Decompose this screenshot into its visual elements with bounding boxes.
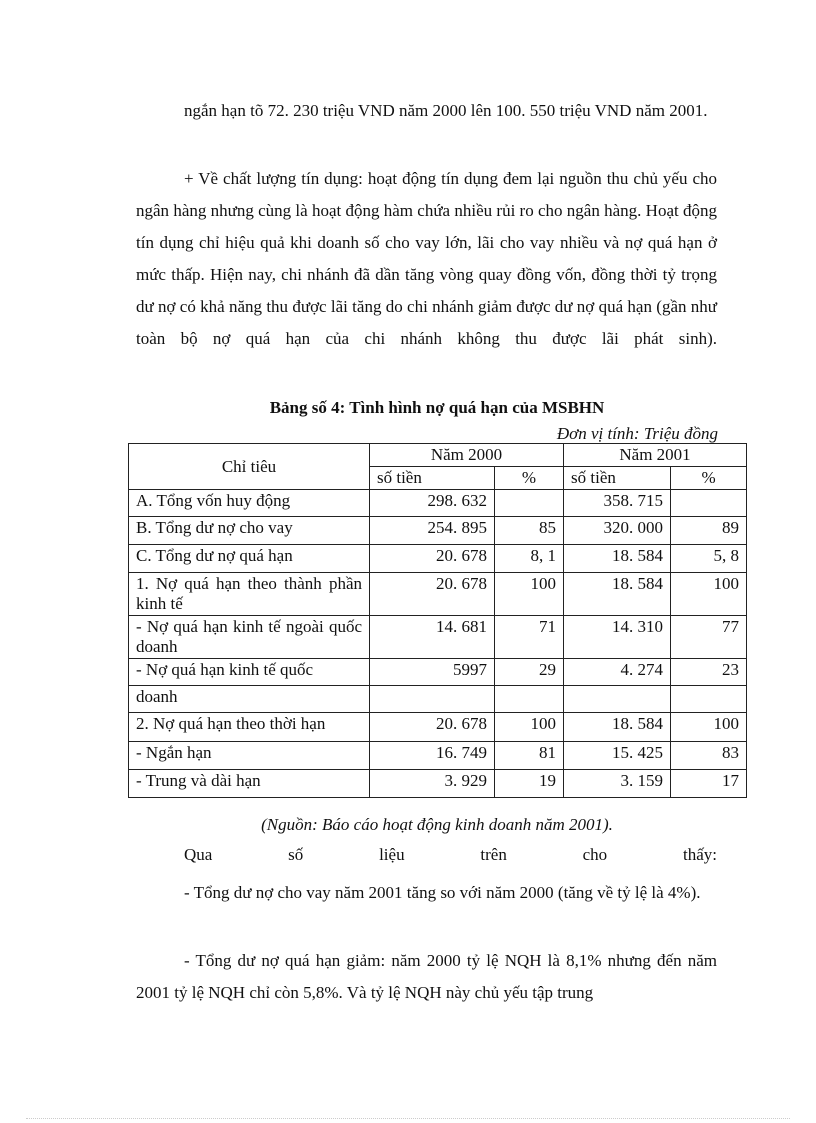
row-amount-2001 — [564, 686, 671, 713]
row-amount-2001: 4. 274 — [564, 659, 671, 686]
row-percent-2000: 19 — [495, 770, 564, 798]
row-percent-2001: 100 — [671, 573, 747, 616]
row-label: 2. Nợ quá hạn theo thời hạn — [129, 713, 370, 742]
row-percent-2001 — [671, 490, 747, 517]
row-amount-2000: 20. 678 — [370, 573, 495, 616]
row-amount-2000: 20. 678 — [370, 713, 495, 742]
table-row — [129, 686, 747, 713]
row-label: doanh — [129, 686, 370, 713]
row-percent-2000 — [495, 490, 564, 517]
table-row — [129, 573, 747, 616]
row-amount-2000: 298. 632 — [370, 490, 495, 517]
row-percent-2000: 81 — [495, 742, 564, 770]
row-label: A. Tổng vốn huy động — [129, 490, 370, 517]
row-amount-2001: 18. 584 — [564, 573, 671, 616]
row-amount-2000: 3. 929 — [370, 770, 495, 798]
table-row — [129, 770, 747, 798]
overdue-debt-table — [128, 443, 747, 798]
row-amount-2001: 18. 584 — [564, 713, 671, 742]
paragraph-5: - Tổng dư nợ quá hạn giảm: năm 2000 tỷ lệ NQH là 8,1% nhưng đến năm 2001 tỷ lệ NQH chỉ còn 5,8%. Và tỷ lệ NQH này chủ yếu tập trung — [136, 951, 717, 1002]
row-amount-2001: 3. 159 — [564, 770, 671, 798]
row-percent-2000: 85 — [495, 517, 564, 545]
row-amount-2001: 358. 715 — [564, 490, 671, 517]
table-title: Bảng số 4: Tình hình nợ quá hạn của MSBHN — [269, 398, 605, 417]
row-amount-2001: 15. 425 — [564, 742, 671, 770]
row-label: C. Tổng dư nợ quá hạn — [129, 545, 370, 573]
row-amount-2000: 254. 895 — [370, 517, 495, 545]
header-indicator: Chỉ tiêu — [129, 444, 370, 490]
table-row — [129, 490, 747, 517]
row-label: - Ngắn hạn — [129, 742, 370, 770]
row-percent-2001: 100 — [671, 713, 747, 742]
table-row — [129, 742, 747, 770]
row-label: - Trung và dài hạn — [129, 770, 370, 798]
row-amount-2000: 14. 681 — [370, 616, 495, 659]
table-body — [129, 490, 747, 798]
row-percent-2000 — [495, 686, 564, 713]
row-amount-2000 — [370, 686, 495, 713]
row-label: B. Tổng dư nợ cho vay — [129, 517, 370, 545]
paragraph-2: + Về chất lượng tín dụng: hoạt động tín dụng đem lại nguồn thu chủ yếu cho ngân hàng nhưng cùng là hoạt động hàm chứa nhiều rủi ro cho ngân hàng. Hoạt động tín dụng chỉ hiệu quả khi doanh số cho vay lớn, lãi cho vay nhiều và nợ quá hạn ở mức thấp. Hiện nay, chi nhánh đã dần tăng vòng quay đồng vốn, đồng thời tỷ trọng dư nợ có khả năng thu được lãi tăng do chi nhánh giảm được dư nợ quá hạn (gần như toàn bộ nợ quá hạn của chi nhánh không thu được lãi phát sinh). — [136, 169, 717, 348]
table-header-row — [129, 444, 747, 467]
row-amount-2000: 16. 749 — [370, 742, 495, 770]
header-amount-2001: số tiền — [564, 467, 671, 490]
row-percent-2001: 17 — [671, 770, 747, 798]
row-label: 1. Nợ quá hạn theo thành phần kinh tế — [129, 573, 370, 616]
header-percent-2001: % — [671, 467, 747, 490]
header-percent-2000: % — [495, 467, 564, 490]
table-unit: Đơn vị tính: Triệu đồng — [556, 424, 718, 443]
page-bottom-divider — [26, 1118, 790, 1119]
table-row — [129, 545, 747, 573]
row-label: - Nợ quá hạn kinh tế ngoài quốc doanh — [129, 616, 370, 659]
row-amount-2001: 18. 584 — [564, 545, 671, 573]
row-amount-2000: 20. 678 — [370, 545, 495, 573]
header-amount-2000: số tiền — [370, 467, 495, 490]
row-percent-2000: 100 — [495, 713, 564, 742]
table-row — [129, 713, 747, 742]
paragraph-1: ngắn hạn tõ 72. 230 triệu VND năm 2000 lên 100. 550 triệu VND năm 2001. — [184, 101, 708, 120]
row-amount-2000: 5997 — [370, 659, 495, 686]
row-percent-2000: 29 — [495, 659, 564, 686]
row-label: - Nợ quá hạn kinh tế quốc — [129, 659, 370, 686]
row-percent-2001: 5, 8 — [671, 545, 747, 573]
row-percent-2000: 71 — [495, 616, 564, 659]
header-year-2000: Năm 2000 — [370, 444, 564, 467]
paragraph-4: - Tổng dư nợ cho vay năm 2001 tăng so với năm 2000 (tăng về tỷ lệ là 4%). — [184, 883, 701, 902]
table-row — [129, 659, 747, 686]
row-percent-2001 — [671, 686, 747, 713]
row-percent-2001: 77 — [671, 616, 747, 659]
table-row — [129, 616, 747, 659]
paragraph-3: Qua số liệu trên cho thấy: — [184, 845, 717, 864]
row-amount-2001: 14. 310 — [564, 616, 671, 659]
row-percent-2001: 83 — [671, 742, 747, 770]
row-percent-2001: 23 — [671, 659, 747, 686]
row-percent-2000: 8, 1 — [495, 545, 564, 573]
header-year-2001: Năm 2001 — [564, 444, 747, 467]
row-percent-2001: 89 — [671, 517, 747, 545]
table-source: (Nguồn: Báo cáo hoạt động kinh doanh năm 2001). — [261, 815, 613, 834]
row-percent-2000: 100 — [495, 573, 564, 616]
table-row — [129, 517, 747, 545]
row-amount-2001: 320. 000 — [564, 517, 671, 545]
